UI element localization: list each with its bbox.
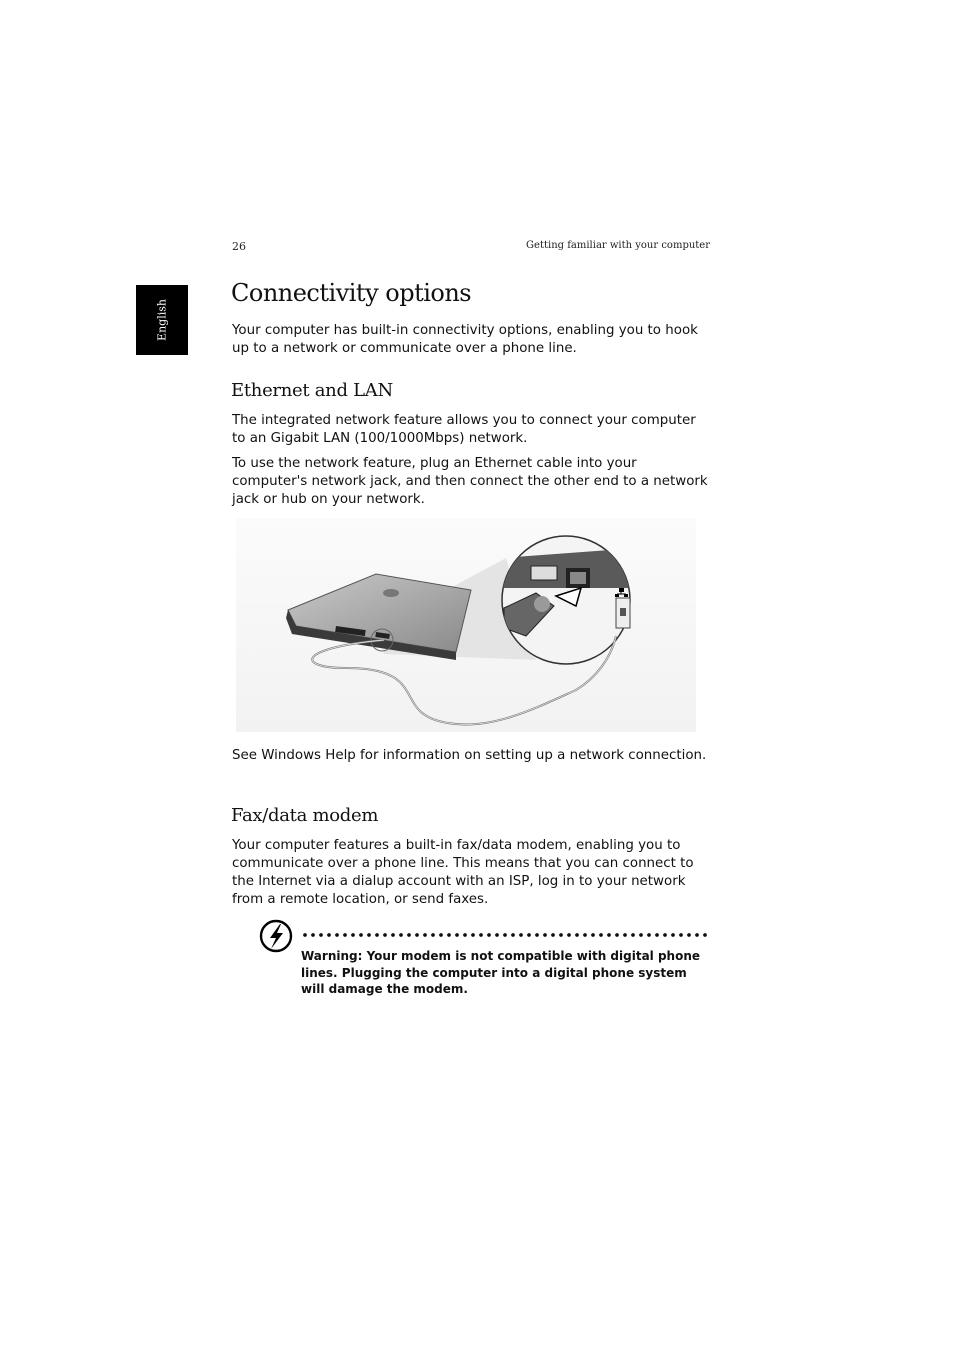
language-tab-label: English	[155, 299, 169, 341]
warning-lightning-icon	[259, 919, 293, 953]
modem-paragraph: Your computer features a built-in fax/data modem, enabling you to communicate over a phone line. This means that you can connect to the Internet via a dialup account with an ISP, log in to your network from a remote location, or send faxes.	[232, 838, 694, 907]
ethernet-heading: Ethernet and LAN	[231, 380, 393, 401]
language-tab	[136, 285, 188, 355]
network-help-paragraph: See Windows Help for information on setting up a network connection.	[232, 748, 707, 763]
ethernet-connection-illustration	[236, 518, 696, 732]
ethernet-paragraph-2: To use the network feature, plug an Ethernet cable into your computer's network jack, and then connect the other end to a network jack or hub on your network.	[232, 456, 708, 507]
running-header: Getting familiar with your computer	[526, 240, 710, 251]
warning-divider	[301, 933, 709, 937]
intro-paragraph: Your computer has built-in connectivity options, enabling you to hook up to a network or communicate over a phone line.	[232, 323, 698, 356]
modem-heading: Fax/data modem	[231, 805, 379, 826]
warning-text: Warning: Your modem is not compatible with digital phone lines. Plugging the computer into a digital phone system will damage the modem.	[301, 949, 701, 996]
page-number: 26	[232, 240, 246, 253]
page-title: Connectivity options	[231, 279, 472, 307]
ethernet-paragraph-1: The integrated network feature allows you to connect your computer to an Gigabit LAN (100/1000Mbps) network.	[232, 413, 696, 446]
